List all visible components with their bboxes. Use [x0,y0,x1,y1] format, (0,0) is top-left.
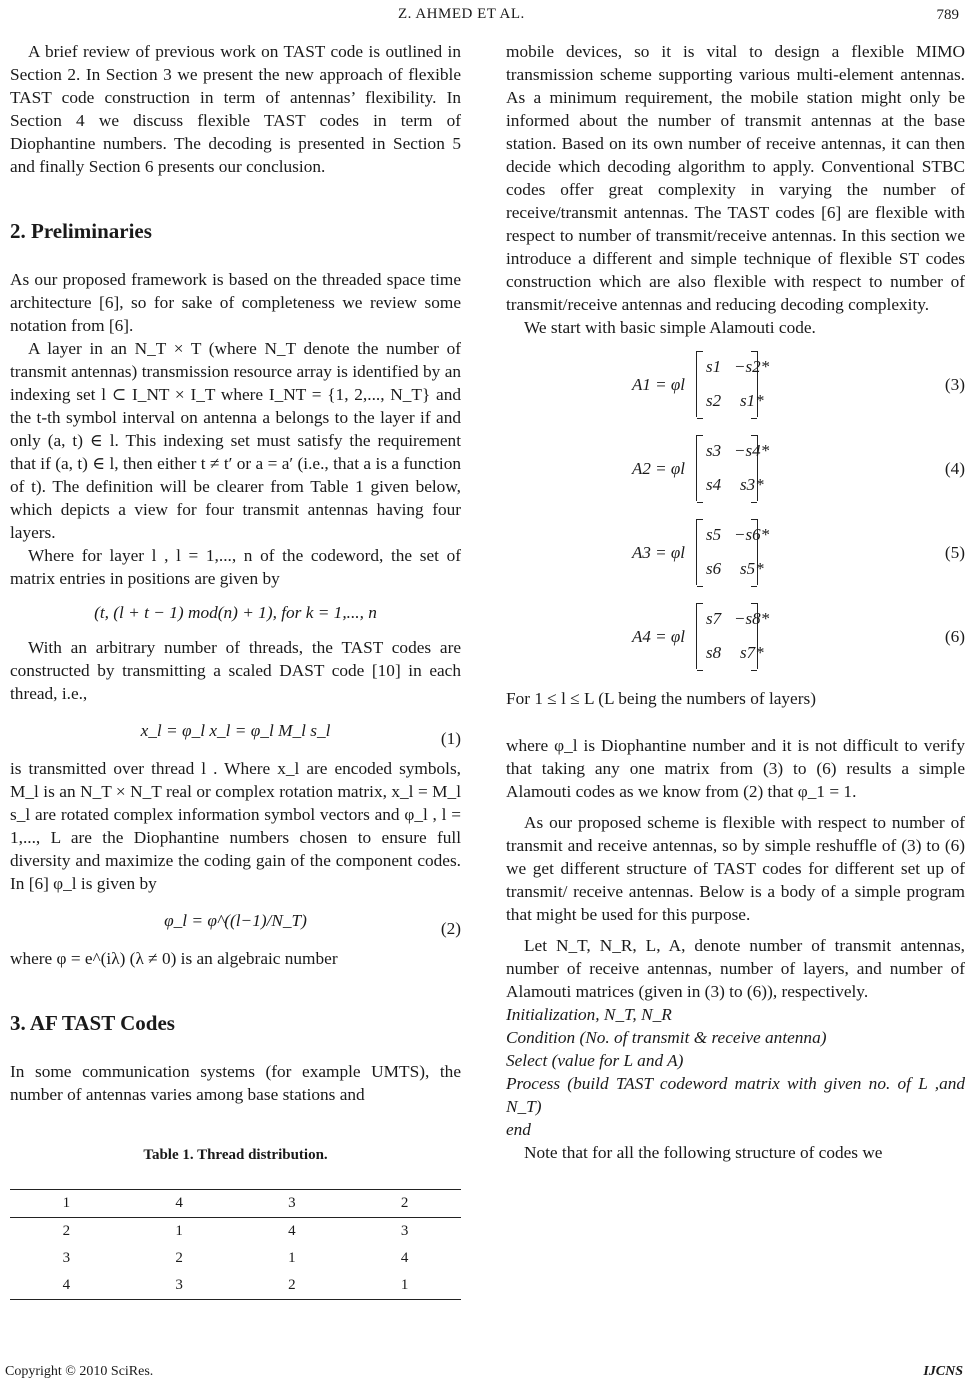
matrix-cell: s8 [706,643,722,662]
page-number: 789 [936,7,959,23]
table-cell: 3 [175,1277,183,1293]
table-cell: 2 [62,1223,71,1239]
table-cell: 4 [400,1250,409,1266]
right-paragraph-3: where φ_l is Diophantine number and it is not difficult to verify that taking any one matrix from (3) to (6) results a simple Alamouti codes as we know from (2) that φ_1 = 1. [506,736,965,801]
equation-2 [10,901,461,941]
intro-paragraph: A brief review of previous work on TAST code is outlined in Section 2. In Section 3 we present the new approach of flexible TAST code construction in term of antennas’ flexibility. In Section 4 we discuss flexible TAST codes in term of Diophantine numbers. The decoding is presented in Section 5 and finally Section 6 presents our conclusion. [10,42,461,176]
matrix-cell: s1* [740,391,764,410]
matrix-equation-5 [506,515,965,591]
matrix-cell: s3* [740,475,764,494]
layer-range-line: For 1 ≤ l ≤ L (L being the numbers of layers) [506,689,816,708]
right-paragraph-1: mobile devices, so it is vital to design a flexible MIMO transmission scheme supporting various multi-element antennas. As a minimum requirement, the mobile station might only be informed about the number of transmit antennas at the base station. Based on its own number of receive antennas, it can then decide which decoding algorithm to apply. Conventional STBC codes offer great complexity in varying the number of receive/transmit antennas. The TAST codes [6] are flexible with respect to number of transmit/receive antennas. In this section we introduce a different and simple technique of flexible ST codes construction which are also flexible with respect to number of transmit/receive antennas and reducing decoding complexity. [506,42,965,314]
sec2-paragraph-6: where φ = e^(iλ) (λ ≠ 0) is an algebraic number [10,949,338,968]
table-row [10,1190,461,1218]
table-cell: 4 [62,1277,71,1293]
matrix-cell: s6 [706,559,722,578]
table-cell: 2 [288,1277,296,1293]
table-cell: 3 [288,1195,296,1211]
section-2-heading: 2. Preliminaries [10,219,152,243]
thread-distribution-table [10,1189,461,1300]
matrix-cell: s1 [706,357,722,376]
matrix-cell: s7 [706,609,722,628]
matrix-cell: s3 [706,441,722,460]
matrix-cell: −s2* [734,357,770,376]
right-paragraph-2: We start with basic simple Alamouti code. [524,318,816,337]
running-author: Z. AHMED ET AL. [398,6,525,22]
right-paragraph-4: As our proposed scheme is flexible with respect to number of transmit and receive antennas, so by simple reshuffle of (3) to (6) we get different structure of TAST codes for different set up of transmit/ receive antennas. Below is a body of a simple program that might be used for this purpose. [506,813,965,924]
equation-5-number: (5) [944,543,965,562]
right-paragraph-5: Let N_T, N_R, L, A, denote number of transmit antennas, number of receive antennas, number of layers, and number of Alamouti matrices (given in (3) to (6)), respectively. [506,936,965,1001]
right-column [506,40,965,1164]
algorithm-line: Select (value for L and A) [506,1051,684,1070]
position-equation-text: (t, (l + t − 1) mod(n) + 1), for k = 1,..., n [94,603,377,622]
matrix-lhs: A3 = φl [632,543,685,562]
equation-1 [10,711,461,751]
algorithm-line: end [506,1120,531,1139]
table-cell: 3 [62,1250,71,1266]
copyright-text: Copyright © 2010 SciRes. [5,1364,154,1379]
table-caption: Table 1. Thread distribution. [143,1147,328,1163]
equation-3-number: (3) [944,375,965,394]
matrix-cell: s7* [740,643,764,662]
sec2-paragraph-3: Where for layer l , l = 1,..., n of the codeword, the set of matrix entries in positions are given by [10,546,461,588]
section-3-heading: 3. AF TAST Codes [10,1011,175,1035]
table-row [10,1245,461,1272]
table-cell: 1 [400,1277,409,1293]
matrix-cell: −s8* [734,609,770,628]
algorithm-block [506,1003,965,1141]
algorithm-line: Process (build TAST codeword matrix with given no. of L ,and N_T) [506,1074,965,1116]
table-cell: 2 [400,1195,409,1211]
left-column [10,40,461,1300]
matrix-equation-4 [506,431,965,507]
matrix-cell: s5 [706,525,722,544]
equation-6-number: (6) [944,627,965,646]
matrix-equation-6 [506,599,965,675]
table-cell: 1 [288,1250,296,1266]
page-header [0,6,969,28]
sec2-paragraph-5: is transmitted over thread l . Where x_l are encoded symbols, M_l is an N_T × N_T real or complex rotation matrix, x_l = M_l s_l are rotated complex information symbol vectors and φ_l , l = 1,..., L are the Diophantine numbers chosen to ensure full diversity and maximize the coding gain of the component codes. In [6] φ_l is given by [10,759,461,893]
equation-4-number: (4) [944,459,965,478]
table-cell: 1 [62,1195,71,1211]
table-cell: 2 [175,1250,183,1266]
journal-name: IJCNS [923,1364,963,1379]
matrix-lhs: A1 = φl [632,375,685,394]
matrix-cell: −s6* [734,525,770,544]
matrix-cell: s4 [706,475,722,494]
equation-1-text: x_l = φ_l x_l = φ_l M_l s_l [140,721,331,740]
right-paragraph-6: Note that for all the following structure of codes we [524,1143,883,1162]
matrix-lhs: A4 = φl [632,627,685,646]
algorithm-line: Condition (No. of transmit & receive antenna) [506,1028,827,1047]
sec2-paragraph-2: A layer in an N_T × T (where N_T denote the number of transmit antennas) transmission resource array is identified by an indexing set l ⊂ I_NT × I_T where I_NT = {1, 2,..., N_T} and the t-th symbol interval on antenna a belongs to the layer if and only (a, t) ∈ l. This indexing set must satisfy the requirement that if (a, t) ∈ l, then either t ≠ t′ or a = a′ (i.e., that a is a function of t). The definition will be clearer from Table 1 given below, which depicts a view for four transmit antennas having four layers. [10,339,461,542]
sec3-paragraph-1: In some communication systems (for example UMTS), the number of antennas varies among base stations and [10,1062,461,1104]
table-cell: 4 [175,1195,183,1211]
matrix-cell: s5* [740,559,764,578]
equation-2-number: (2) [440,919,461,938]
table-row [10,1272,461,1300]
equation-2-text: φ_l = φ^((l−1)/N_T) [164,911,307,930]
position-equation [10,596,461,630]
matrix-cell: s2 [706,391,722,410]
table-row [10,1218,461,1246]
table-cell: 4 [288,1223,296,1239]
table-cell: 1 [175,1223,183,1239]
table-cell: 3 [400,1223,409,1239]
sec2-paragraph-4: With an arbitrary number of threads, the TAST codes are constructed by transmitting a scaled DAST code [10] in each thread, i.e., [10,638,461,703]
matrix-equation-3 [506,347,965,423]
sec2-paragraph-1: As our proposed framework is based on the threaded space time architecture [6], so for sake of completeness we review some notation from [6]. [10,270,461,335]
matrix-cell: −s4* [734,441,770,460]
algorithm-line: Initialization, N_T, N_R [506,1005,672,1024]
matrix-lhs: A2 = φl [632,459,685,478]
equation-1-number: (1) [440,729,461,748]
